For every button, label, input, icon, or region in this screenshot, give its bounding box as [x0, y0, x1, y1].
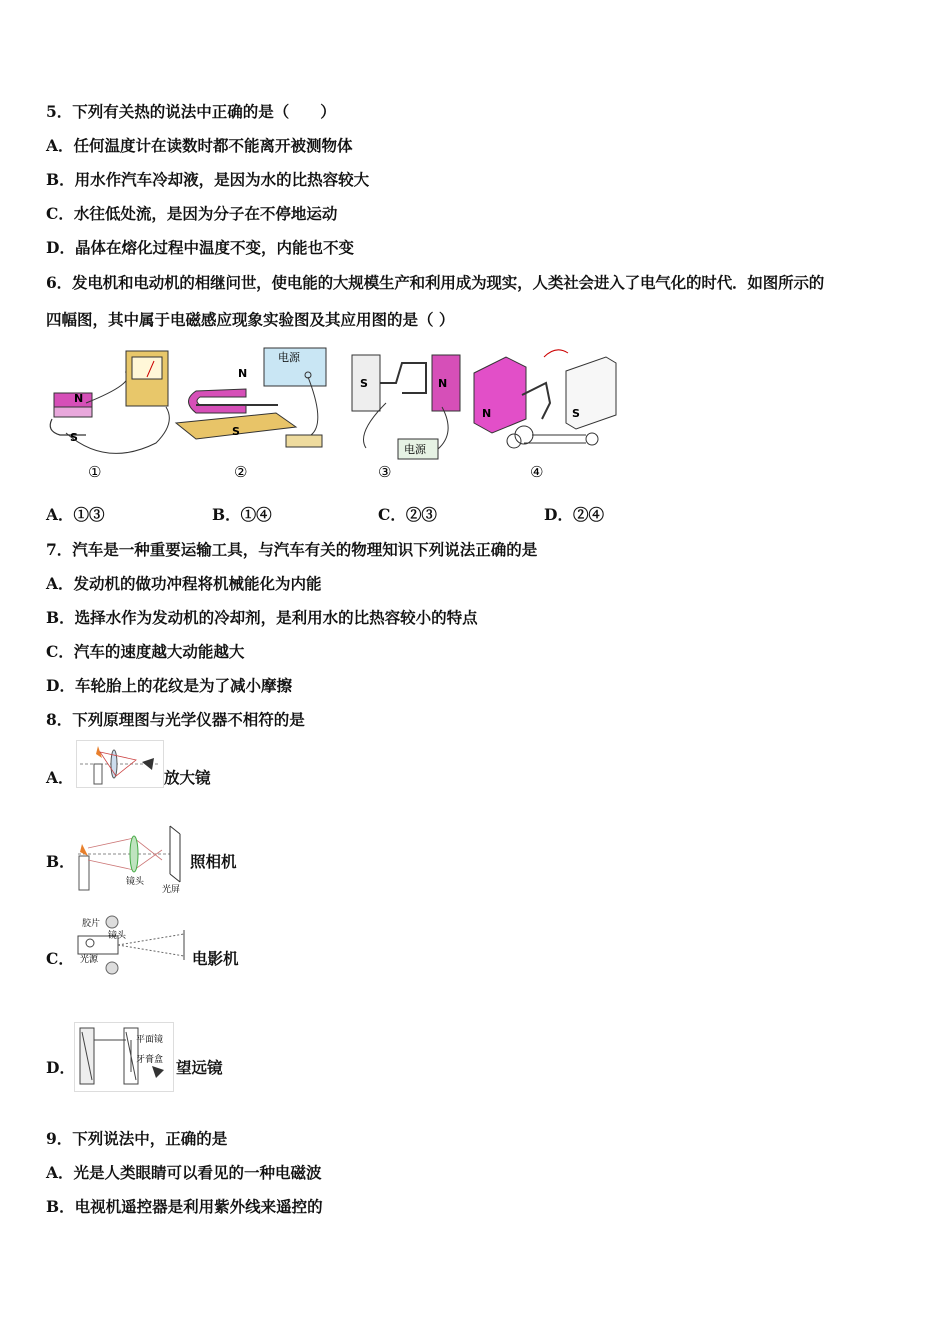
q8-option-a-letter: A．: [46, 768, 74, 787]
q5-option-c: C．水往低处流，是因为分子在不停地运动: [46, 204, 338, 223]
q8-option-a-name: 放大镜: [164, 768, 211, 787]
camera-screen-label: 光屏: [162, 885, 181, 894]
fig3-n-label: N: [438, 377, 448, 390]
fig3-power-label: 电源: [404, 443, 426, 456]
q6-options: [46, 505, 604, 525]
q6-figure-strip: [46, 343, 621, 488]
fig2-number: ②: [234, 463, 248, 481]
fig1-number: ①: [88, 463, 102, 481]
q5-stem: 5．下列有关热的说法中正确的是（ ）: [46, 102, 336, 121]
q6-option-c: C．②③: [378, 505, 437, 524]
q9-option-a: A．光是人类眼睛可以看见的一种电磁波: [46, 1163, 322, 1182]
telescope-mirror-label: 平面镜: [136, 1035, 164, 1045]
q6-stem-line2: 四幅图，其中属于电磁感应现象实验图及其应用图的是（ ）: [46, 310, 455, 329]
fig4-number: ④: [530, 463, 544, 481]
q7-option-c: C．汽车的速度越大动能越大: [46, 642, 245, 661]
telescope-box-label: 牙膏盒: [136, 1055, 164, 1065]
fig1-n-label: N: [74, 392, 84, 405]
q6-figure-1: [50, 351, 169, 481]
q8-option-d-name: 望远镜: [176, 1058, 223, 1077]
camera-lens-label: 镜头: [126, 877, 145, 887]
q8-figure-a: [76, 740, 164, 788]
projector-lens-label: 镜头: [108, 931, 127, 941]
fig2-n-label: N: [238, 367, 248, 380]
q9-option-b: B．电视机遥控器是利用紫外线来遥控的: [46, 1197, 323, 1216]
q6-option-a: A．①③: [46, 505, 105, 524]
q8-option-b-letter: B．: [46, 852, 75, 871]
q8-option-d-letter: D．: [46, 1058, 75, 1077]
projector-light-label: 光源: [80, 955, 99, 965]
fig2-s-label: S: [232, 425, 240, 438]
q8-option-b-name: 照相机: [190, 852, 237, 871]
fig3-s-label: S: [360, 377, 368, 390]
projector-film-label: 胶片: [82, 919, 101, 929]
q6-figure-4: [474, 350, 616, 481]
fig4-n-label: N: [482, 407, 492, 420]
q5-option-b: B．用水作汽车冷却液，是因为水的比热容较大: [46, 170, 370, 189]
q8-option-c-name: 电影机: [192, 949, 239, 968]
q6-stem-line1: 6．发电机和电动机的相继问世，使电能的大规模生产和利用成为现实，人类社会进入了电气化的时代．如图所示的: [46, 273, 825, 292]
q8-figure-c: [76, 912, 188, 980]
q8-figure-b: [74, 822, 186, 894]
q6-figure-2: [176, 348, 326, 481]
q8-option-c-letter: C．: [46, 949, 74, 968]
fig2-power-label: 电源: [278, 351, 300, 364]
q5-option-d: D．晶体在熔化过程中温度不变，内能也不变: [46, 238, 354, 257]
q9-stem: 9．下列说法中，正确的是: [46, 1129, 228, 1148]
q7-option-a: A．发动机的做功冲程将机械能化为内能: [46, 574, 322, 593]
q6-figure-3: [352, 355, 460, 481]
q7-stem: 7．汽车是一种重要运输工具，与汽车有关的物理知识下列说法正确的是: [46, 540, 538, 559]
q7-option-b: B．选择水作为发动机的冷却剂，是利用水的比热容较小的特点: [46, 608, 478, 627]
q8-stem: 8．下列原理图与光学仪器不相符的是: [46, 710, 305, 729]
q8-figure-d: [74, 1022, 174, 1092]
q7-option-d: D．车轮胎上的花纹是为了减小摩擦: [46, 676, 292, 695]
q6-option-b: B．①④: [212, 505, 272, 524]
q6-option-d: D．②④: [544, 505, 604, 524]
q5-option-a: A．任何温度计在读数时都不能离开被测物体: [46, 136, 353, 155]
fig3-number: ③: [378, 463, 392, 481]
fig1-s-label: S: [70, 431, 78, 444]
fig4-s-label: S: [572, 407, 580, 420]
